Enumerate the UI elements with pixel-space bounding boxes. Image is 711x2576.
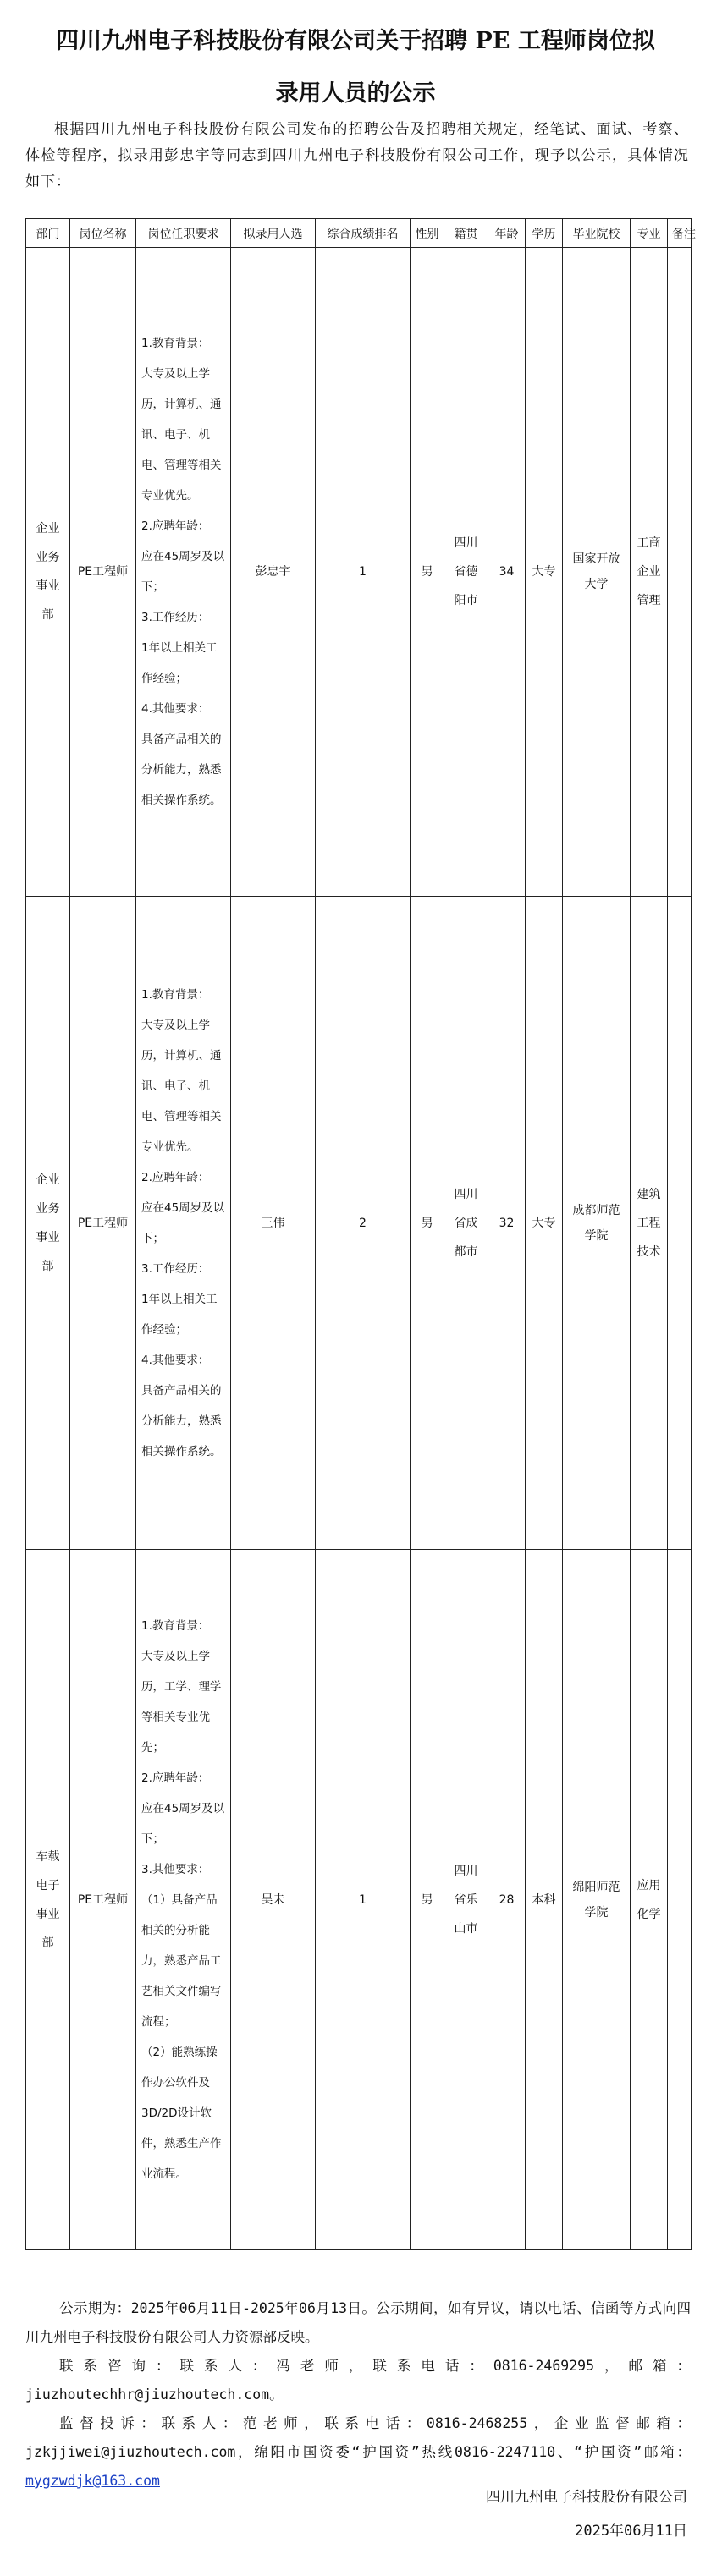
notice-title — [17, 15, 694, 120]
cell-position: PE工程师 — [70, 248, 136, 897]
cell-school: 成都师范学院 — [563, 897, 631, 1550]
requirement-line: 3.工作经历： — [141, 611, 210, 624]
requirement-line: 3.其他要求： — [141, 1862, 210, 1876]
requirement-line: 1年以上相关工作经验； — [141, 641, 218, 685]
cell-remark — [668, 897, 692, 1550]
cell-department: 车载电子事业部 — [26, 1550, 70, 2250]
cell-rank: 1 — [316, 248, 411, 897]
header-rank: 综合成绩排名 — [316, 219, 411, 248]
cell-hometown: 四川省乐山市 — [444, 1550, 488, 2250]
header-age: 年龄 — [488, 219, 526, 248]
cell-major: 建筑工程技术 — [631, 897, 668, 1550]
header-department: 部门 — [26, 219, 70, 248]
header-major: 专业 — [631, 219, 668, 248]
header-remark: 备注 — [668, 219, 692, 248]
requirement-line: 1.教育背景： — [141, 987, 210, 1002]
cell-remark — [668, 248, 692, 897]
header-position: 岗位名称 — [70, 219, 136, 248]
signature-org: 四川九州电子科技股份有限公司 — [486, 2489, 687, 2506]
cell-school: 国家开放大学 — [563, 248, 631, 897]
requirement-line: 1年以上相关工作经验； — [141, 1292, 218, 1337]
header-gender: 性别 — [411, 219, 444, 248]
cell-position: PE工程师 — [70, 1550, 136, 2250]
cell-gender: 男 — [411, 897, 444, 1550]
table-row — [26, 248, 692, 897]
requirement-line: 大专及以上学历，计算机、通讯、电子、机电、管理等相关专业优先。 — [141, 1018, 222, 1154]
requirement-line: 1.教育背景： — [141, 1618, 210, 1633]
supervision-email-link[interactable]: mygzwdjk@163.com — [25, 2473, 160, 2489]
cell-rank: 2 — [316, 897, 411, 1550]
cell-age: 28 — [488, 1550, 526, 2250]
header-requirements: 岗位任职要求 — [136, 219, 231, 248]
requirement-line: 具备产品相关的分析能力，熟悉相关操作系统。 — [141, 1383, 222, 1458]
cell-department: 企业业务事业部 — [26, 248, 70, 897]
requirement-line: 应在45周岁及以下； — [141, 1801, 225, 1846]
cell-department: 企业业务事业部 — [26, 897, 70, 1550]
hire-table — [25, 218, 696, 2250]
header-education: 学历 — [526, 219, 563, 248]
cell-gender: 男 — [411, 1550, 444, 2250]
requirement-line: 4.其他要求： — [141, 1353, 210, 1367]
cell-requirements — [136, 1550, 231, 2250]
header-school: 毕业院校 — [563, 219, 631, 248]
requirement-line: 大专及以上学历，计算机、通讯、电子、机电、管理等相关专业优先。 — [141, 367, 222, 503]
title-line-2: 录用人员的公示 — [275, 80, 436, 107]
cell-age: 32 — [488, 897, 526, 1550]
cell-candidate: 王伟 — [231, 897, 316, 1550]
requirement-line: 2.应聘年龄： — [141, 1771, 210, 1785]
cell-education: 大专 — [526, 248, 563, 897]
requirement-line: （1）具备产品相关的分析能力，熟悉产品工艺相关文件编写流程； — [141, 1892, 222, 2029]
requirement-line: （2）能熟练操作办公软件及3D/2D设计软件，熟悉生产作业流程。 — [141, 2045, 222, 2181]
cell-education: 本科 — [526, 1550, 563, 2250]
header-hometown: 籍贯 — [444, 219, 488, 248]
cell-major: 应用化学 — [631, 1550, 668, 2250]
requirement-line: 具备产品相关的分析能力，熟悉相关操作系统。 — [141, 733, 222, 807]
requirement-line: 应在45周岁及以下； — [141, 1200, 225, 1245]
cell-requirements — [136, 248, 231, 897]
cell-age: 34 — [488, 248, 526, 897]
contact-info: 联系咨询：联系人：冯老师，联系电话：0816-2469295，邮箱：jiuzhoutechhr@jiuzhoutech.com。 — [25, 2358, 691, 2403]
requirement-line: 1.教育背景： — [141, 337, 210, 350]
title-line-1: 四川九州电子科技股份有限公司关于招聘 PE 工程师岗位拟 — [56, 28, 655, 54]
notice-footer — [25, 2294, 691, 2496]
cell-candidate: 彭忠宇 — [231, 248, 316, 897]
signature-block — [486, 2480, 687, 2548]
cell-rank: 1 — [316, 1550, 411, 2250]
publicity-period: 公示期为：2025年06月11日-2025年06月13日。公示期间，如有异议，请以电话、信函等方式向四川九州电子科技股份有限公司人力资源部反映。 — [25, 2300, 691, 2345]
requirement-line: 2.应聘年龄： — [141, 1170, 210, 1184]
requirement-line: 应在45周岁及以下； — [141, 550, 225, 594]
cell-candidate: 吴未 — [231, 1550, 316, 2250]
cell-requirements — [136, 897, 231, 1550]
cell-gender: 男 — [411, 248, 444, 897]
requirement-line: 3.工作经历： — [141, 1261, 210, 1276]
cell-hometown: 四川省德阳市 — [444, 248, 488, 897]
cell-hometown: 四川省成都市 — [444, 897, 488, 1550]
cell-major: 工商企业管理 — [631, 248, 668, 897]
table-row — [26, 897, 692, 1550]
requirement-line: 2.应聘年龄： — [141, 519, 210, 533]
signature-date: 2025年06月11日 — [575, 2523, 687, 2540]
table-row — [26, 1550, 692, 2250]
cell-remark — [668, 1550, 692, 2250]
requirement-line: 大专及以上学历，工学、理学等相关专业优先； — [141, 1649, 222, 1755]
table-header-row — [26, 219, 692, 248]
supervision-text: 监督投诉：联系人：范老师，联系电话：0816-2468255，企业监督邮箱：jzkjjiwei@jiuzhoutech.com，绵阳市国资委“护国资”热线0816-2247110、“护国资”邮箱： — [25, 2415, 691, 2460]
header-candidate: 拟录用人选 — [231, 219, 316, 248]
cell-school: 绵阳师范学院 — [563, 1550, 631, 2250]
cell-position: PE工程师 — [70, 897, 136, 1550]
cell-education: 大专 — [526, 897, 563, 1550]
intro-paragraph: 根据四川九州电子科技股份有限公司发布的招聘公告及招聘相关规定，经笔试、面试、考察、体检等程序，拟录用彭忠宇等同志到四川九州电子科技股份有限公司工作，现予以公示，具体情况如下： — [25, 121, 689, 190]
requirement-line: 4.其他要求： — [141, 702, 210, 716]
